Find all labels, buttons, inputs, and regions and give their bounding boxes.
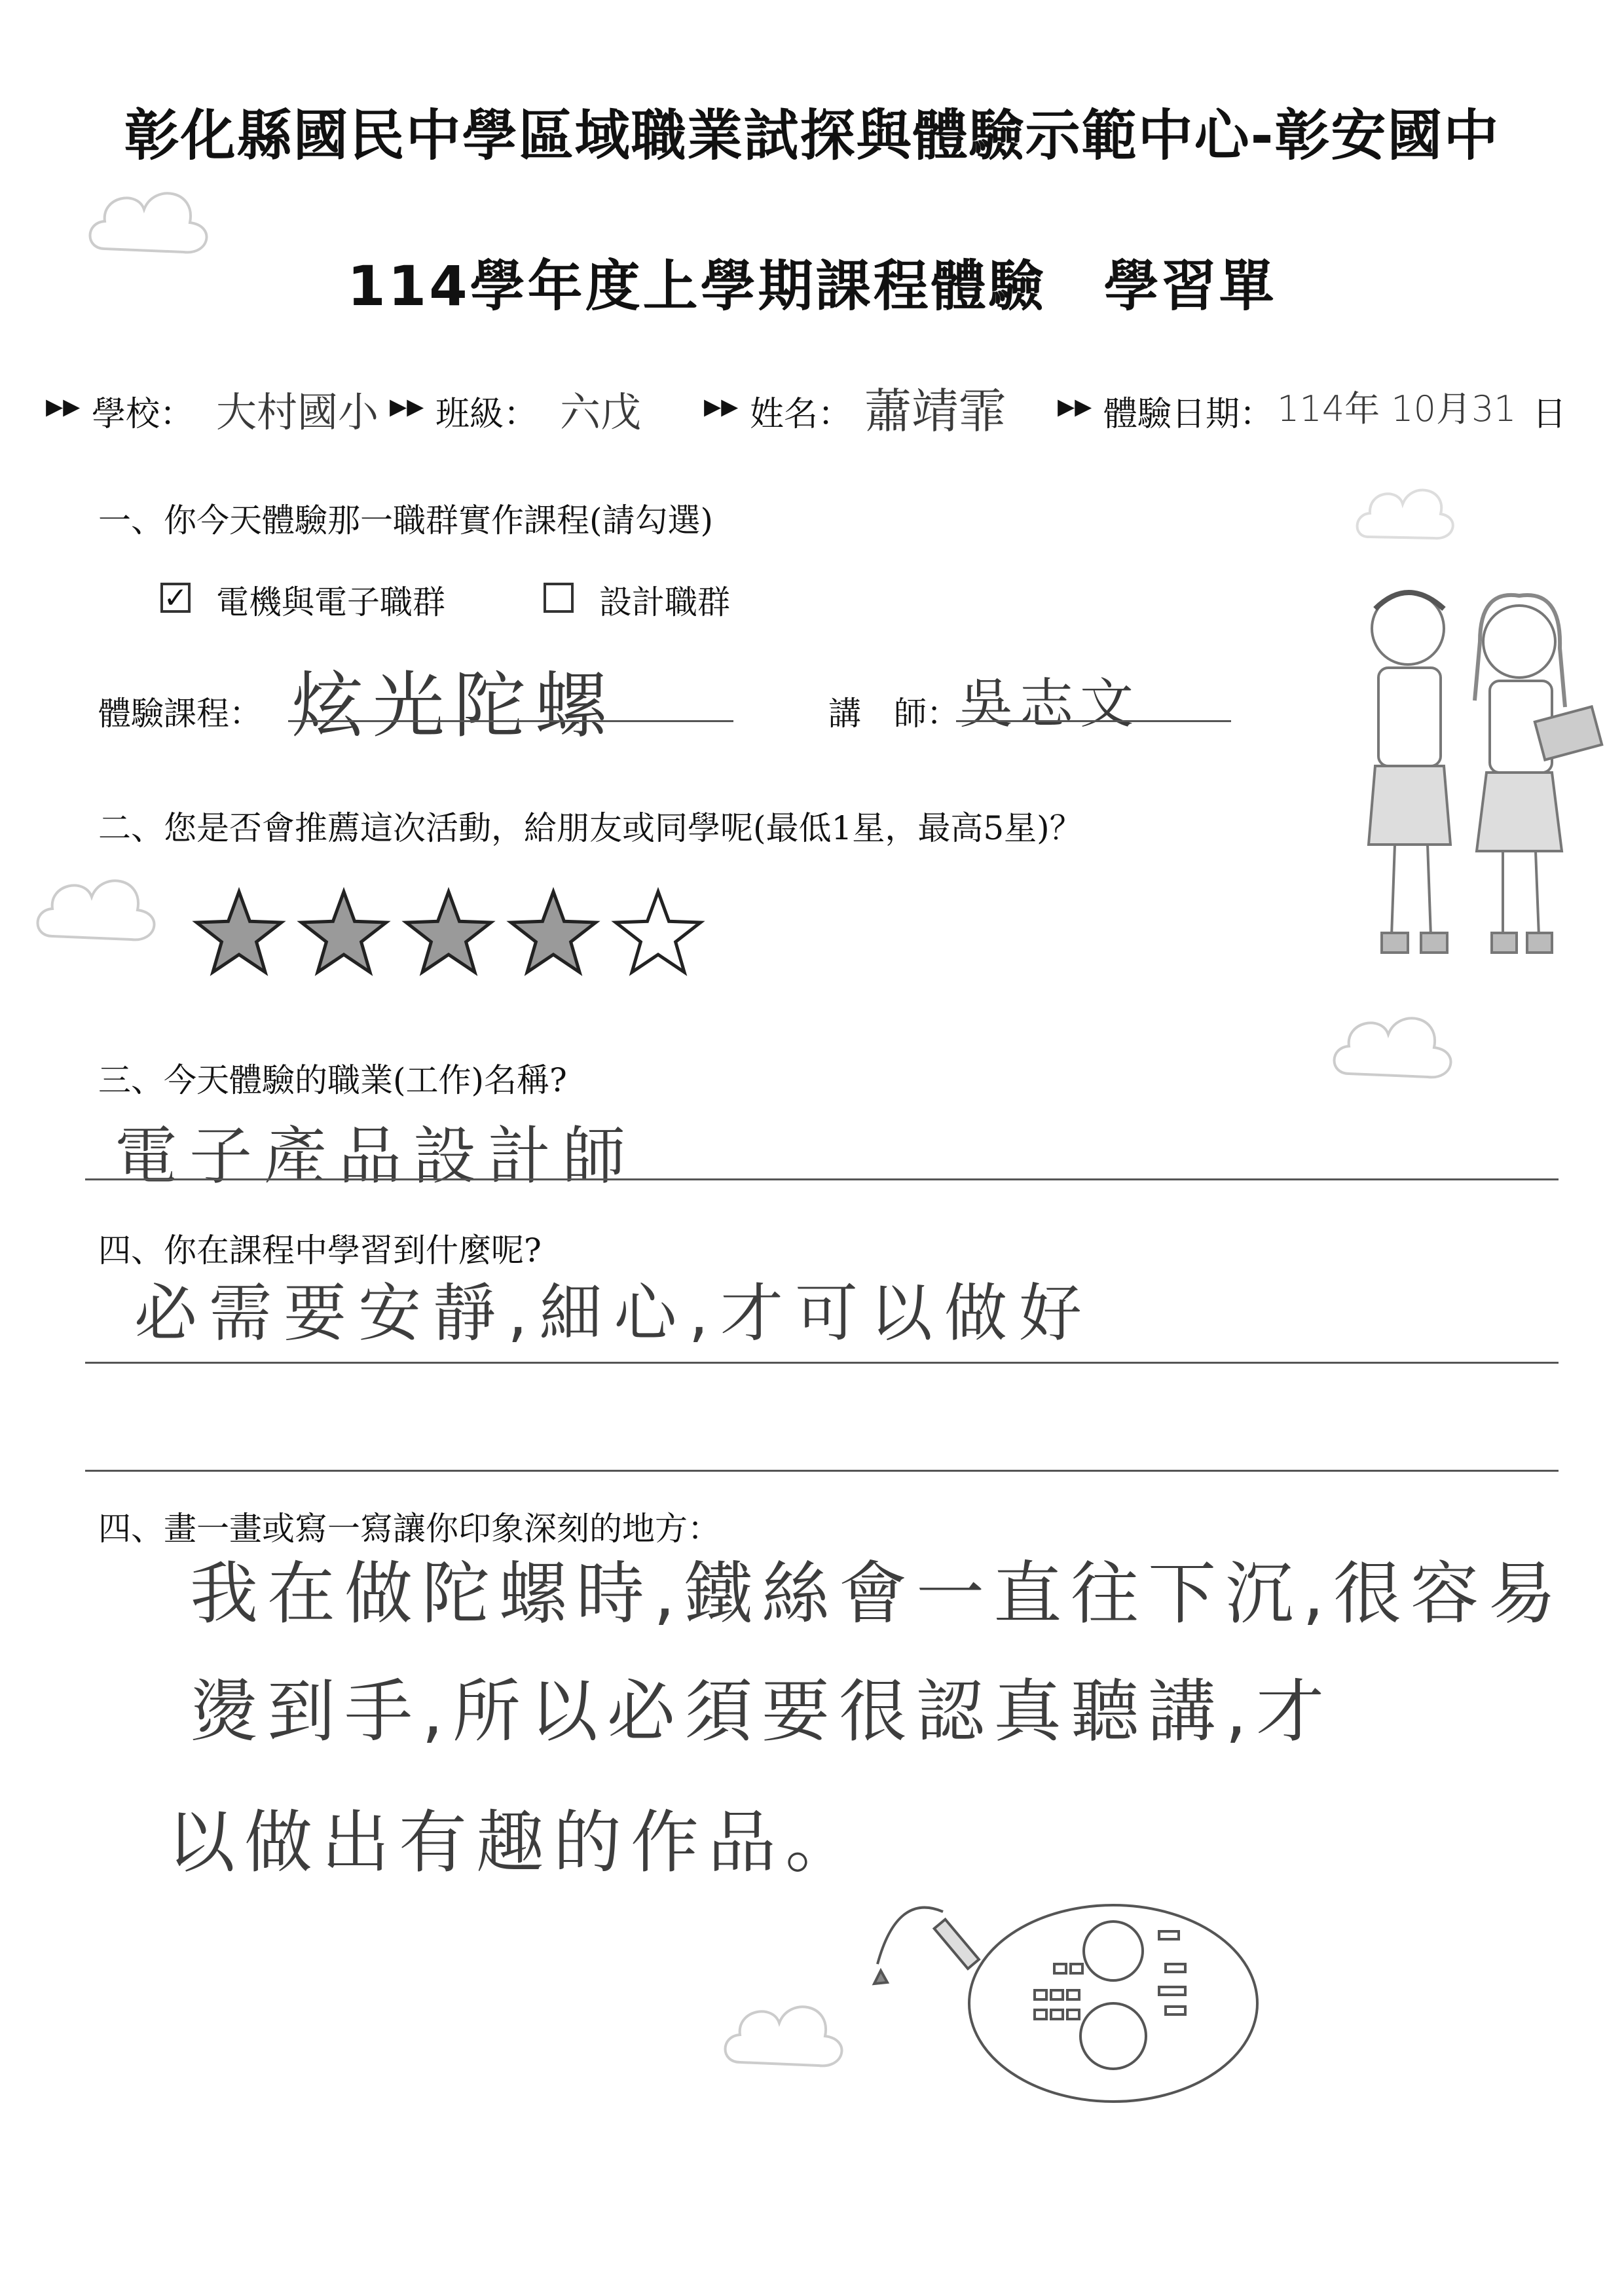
page-subtitle: 114學年度上學期課程體驗 學習單 [347,254,1277,318]
arrow-icon: ▸▸ [704,386,739,426]
students-illustration [1323,570,1611,975]
cloud-icon [1349,471,1467,563]
school-label: 學校： [92,395,194,434]
star-rating [190,884,714,989]
option-checkbox-design[interactable] [544,583,574,613]
option-label-design: 設計職群 [599,583,730,621]
gyro-drawing [871,1872,1277,2108]
section3-underline [85,1178,1559,1180]
teacher-label: 講 師： [828,695,959,733]
section5-top-rule [85,1470,1559,1472]
section4-question: 四、你在課程中學習到什麼呢? [98,1231,542,1269]
section3-question: 三、今天體驗的職業(工作)名稱? [98,1061,567,1099]
class-value: 六戊 [560,388,642,436]
star-filled-icon[interactable] [295,884,393,982]
option-label-electrical: 電機與電子職群 [216,583,445,621]
star-filled-icon[interactable] [190,884,288,982]
section5-question: 四、畫一畫或寫一寫讓你印象深刻的地方： [98,1510,720,1548]
section3-answer: 電子產品設計師 [115,1120,637,1193]
star-empty-icon[interactable] [609,884,707,982]
section4-underline [85,1362,1559,1364]
info-row [46,380,1591,439]
option-checkbox-electrical[interactable] [160,583,191,613]
cloud-icon [26,858,170,962]
teacher-underline [956,720,1231,722]
date-label: 體驗日期： [1103,395,1274,434]
essay-line-2: 燙到手,所以必須要很認真聽講,才 [190,1671,1334,1751]
essay-line-3: 以做出有趣的作品。 [167,1802,863,1882]
school-value: 大村國小 [216,388,379,436]
page-title: 彰化縣國民中學區域職業試探與體驗示範中心-彰安國中 [124,103,1500,168]
class-label: 班級： [435,395,538,434]
arrow-icon: ▸▸ [1058,386,1092,426]
date-suffix: 日 [1532,395,1567,434]
section1-question: 一、你今天體驗那一職群實作課程(請勾選) [98,501,714,539]
essay-line-1: 我在做陀螺時,鐵絲會一直往下沉,很容易 [190,1554,1566,1633]
course-underline [288,720,733,722]
cloud-icon [1323,995,1467,1100]
star-filled-icon[interactable] [399,884,498,982]
course-value: 炫光陀螺 [291,664,616,748]
arrow-icon: ▸▸ [390,386,424,426]
name-value: 蕭靖霏 [864,384,1006,439]
course-label: 體驗課程： [98,695,262,733]
section2-question: 二、您是否會推薦這次活動，給朋友或同學呢(最低1星，最高5星)？ [98,809,1082,847]
teacher-value: 吳志文 [959,673,1141,735]
section4-answer: 必需要安靜,細心,才可以做好 [134,1277,1094,1350]
date-value: 114年 10月31 [1277,388,1517,429]
arrow-icon: ▸▸ [46,386,81,426]
check-icon: ✓ [163,581,188,615]
cloud-icon [714,1984,858,2088]
cloud-icon [79,170,223,288]
name-label: 姓名： [750,395,853,434]
star-filled-icon[interactable] [504,884,602,982]
